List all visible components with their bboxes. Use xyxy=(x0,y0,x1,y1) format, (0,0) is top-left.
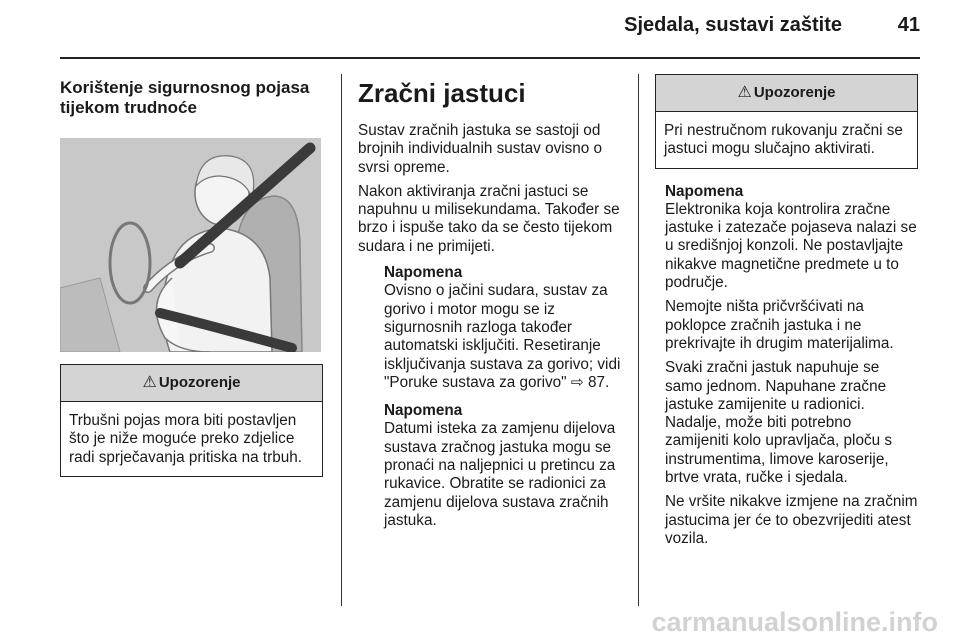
left-warning-title: Upozorenje xyxy=(158,374,241,391)
column-divider-left xyxy=(341,74,342,606)
cross-reference-arrow-icon[interactable]: ⇨ xyxy=(570,373,584,391)
page-number: 41 xyxy=(897,14,920,36)
note-body: Datumi isteka za zamjenu dijelova sustava zračnog jastuka mogu se pronaći na naljepnici u pretincu za rukavice. Obratite se radionici za zamjenu dijelova sustava zračnih jastuka. xyxy=(384,420,616,529)
right-warning-box xyxy=(655,74,918,169)
right-warning-header xyxy=(656,75,917,112)
note-label: Napomena xyxy=(665,182,744,200)
note-electronics: Elektronika koja kontrolira zračne jastuke i zatezače pojaseva nalazi se u središnjoj konzoli. Ne postavljajte nikakve magnetične predmete u to područje. xyxy=(665,200,917,292)
right-warning-title: Upozorenje xyxy=(753,84,836,101)
airbag-deploy-paragraph: Nakon aktiviranja zračni jastuci se napuhnu u milisekundama. Također se brzo i ispuše tako da se često tijekom sudara i ne primijeti. xyxy=(358,182,620,255)
left-warning-box xyxy=(60,364,323,477)
paragraph-modifications: Ne vršite nikakve izmjene na zračnim jastucima jer će to obezvrijediti atest vozila. xyxy=(665,493,918,547)
paragraph-covers: Nemojte ništa pričvršćivati na poklopce zračnih jastuka i ne prekrivajte ih drugim materijalima. xyxy=(665,298,894,352)
note-body: Ovisno o jačini sudara, sustav za gorivo i motor mogu se iz sigurnosnih razloga također automatski isključiti. Resetiranje isključivanja sustava za gorivo; vidi "Poruke sustava za gorivo" ⇨ 87. xyxy=(384,282,621,391)
paragraph-replace: Svaki zračni jastuk napuhuje se samo jednom. Napuhane zračne jastuke zamijenite u radionici. Nadalje, može biti potrebno zamijeniti kolo upravljača, ploču s instrumentima, limove karoserije, brtve vrata, ručke i sjedala. xyxy=(665,359,893,487)
header-rule xyxy=(60,57,920,59)
warning-triangle-icon: ⚠ xyxy=(142,374,157,391)
middle-column xyxy=(358,78,624,530)
left-warning-text: Trbušni pojas mora biti postavljen što je niže moguće preko zdjelice radi sprječavanja pritiska na trbuh. xyxy=(69,412,302,466)
note-fuel-system xyxy=(358,264,624,392)
page-reference[interactable]: 87. xyxy=(587,373,610,391)
airbag-heading: Zračni jastuci xyxy=(358,78,526,108)
right-content xyxy=(655,183,918,549)
left-heading: Korištenje sigurnosnog pojasa tijekom trudnoće xyxy=(60,78,310,117)
pregnant-woman-seatbelt-illustration-icon xyxy=(60,138,321,352)
warning-triangle-icon: ⚠ xyxy=(737,84,752,101)
right-warning-text: Pri nestručnom rukovanju zračni se jastuci mogu slučajno aktivirati. xyxy=(664,122,903,158)
note-label: Napomena xyxy=(384,264,463,282)
header-title: Sjedala, sustavi zaštite xyxy=(624,14,842,36)
column-divider-right xyxy=(638,74,639,606)
note-airbag-parts xyxy=(358,402,624,530)
watermark: carmanualsonline.info xyxy=(651,607,938,637)
left-warning-header xyxy=(61,365,322,402)
note-label: Napomena xyxy=(384,402,463,420)
right-column xyxy=(655,74,918,554)
airbag-intro: Sustav zračnih jastuka se sastoji od brojnih individualnih sustav ovisno o svrsi opreme. xyxy=(358,122,603,176)
left-column xyxy=(60,78,323,477)
